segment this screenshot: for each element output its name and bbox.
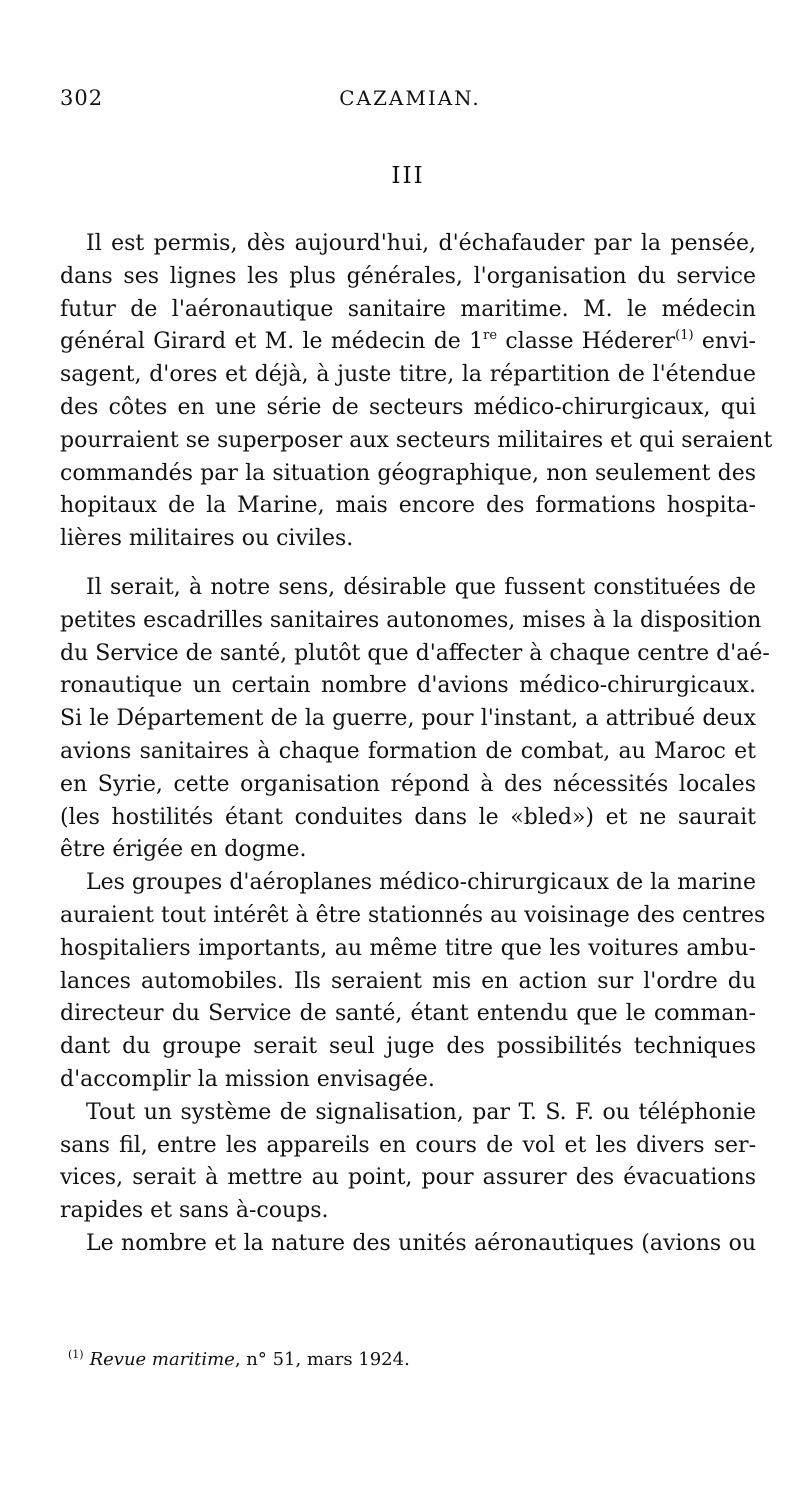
text-line: pourraient se superposer aux secteurs militaires et qui seraient (60, 427, 773, 453)
paragraph-gap (60, 556, 756, 572)
text-line: Il serait, à notre sens, désirable que fussent constituées de (86, 574, 756, 600)
text-line: général Girard et M. le médecin de 1re classe Héderer$^{(1)}$ envi- (60, 328, 756, 355)
text-line: sans fil, entre les appareils en cours de vol et les divers ser- (60, 1132, 756, 1158)
body-text (60, 228, 773, 1261)
paragraph (60, 228, 773, 556)
text-line: futur de l'aéronautique sanitaire maritime. M. le médecin (60, 296, 756, 322)
text-line: lières militaires ou civiles. (60, 526, 354, 552)
text-line: (les hostilités étant conduites dans le «bled») et ne saurait (60, 804, 756, 830)
section-heading: III (391, 163, 425, 189)
text-line: lances automobiles. Ils seraient mis en action sur l'ordre du (60, 968, 756, 994)
text-line: hopitaux de la Marine, mais encore des formations hospita- (60, 493, 756, 519)
text-line: du Service de santé, plutôt que d'affecter à chaque centre d'aé- (60, 640, 770, 666)
paragraph (60, 572, 770, 867)
text-line: ronautique un certain nombre d'avions médico-chirurgicaux. (60, 673, 756, 699)
text-line: avions sanitaires à chaque formation de combat, au Maroc et (60, 738, 756, 764)
text-line: commandés par la situation géographique, non seulement des (60, 460, 756, 486)
footnote-mark: (1) (68, 1348, 84, 1361)
text-line: Si le Département de la guerre, pour l'instant, a attribué deux (60, 706, 756, 732)
paragraph (60, 1097, 756, 1228)
running-head (60, 86, 760, 116)
text-line: être érigée en dogme. (60, 837, 307, 863)
superscript: (1) (675, 328, 694, 344)
text-line: en Syrie, cette organisation répond à des nécessités locales (60, 771, 756, 797)
text-line: Il est permis, dès aujourd'hui, d'échafauder par la pensée, (86, 231, 756, 256)
text-line: d'accomplir la mission envisagée. (60, 1066, 435, 1092)
text-line: Les groupes d'aéroplanes médico-chirurgicaux de la marine (86, 870, 756, 896)
paragraph (60, 867, 766, 1097)
footnote-journal: Revue maritime (89, 1349, 235, 1370)
text-line: vices, serait à mettre au point, pour assurer des évacuations (60, 1165, 756, 1191)
text-line: auraient tout intérêt à être stationnés au voisinage des centres (60, 902, 766, 928)
running-title: CAZAMIAN. (339, 86, 481, 110)
text-line: Le nombre et la nature des unités aéronautiques (avions ou (86, 1230, 756, 1256)
text-line: sagent, d'ores et déjà, à juste titre, la répartition de l'étendue (60, 362, 756, 388)
footnote (68, 1343, 748, 1372)
text-line: dans ses lignes les plus générales, l'organisation du service (60, 263, 756, 289)
text-line: hospitaliers importants, au même titre que les voitures ambu- (60, 935, 756, 961)
text-line: directeur du Service de santé, étant entendu que le comman- (60, 1001, 756, 1027)
page-number: 302 (60, 86, 104, 110)
text-line: dant du groupe serait seul juge des possibilités techniques (60, 1034, 756, 1060)
superscript: re (483, 328, 498, 344)
paragraph (60, 1228, 756, 1261)
text-line: des côtes en une série de secteurs médico-chirurgicaux, qui (60, 394, 756, 420)
text-line: Tout un système de signalisation, par T. S. F. ou téléphonie (86, 1099, 756, 1125)
footnote-details: , n° 51, mars 1924. (234, 1349, 410, 1370)
text-line: petites escadrilles sanitaires autonomes, mises à la disposition (60, 607, 762, 633)
text-line: rapides et sans à-coups. (60, 1198, 329, 1224)
